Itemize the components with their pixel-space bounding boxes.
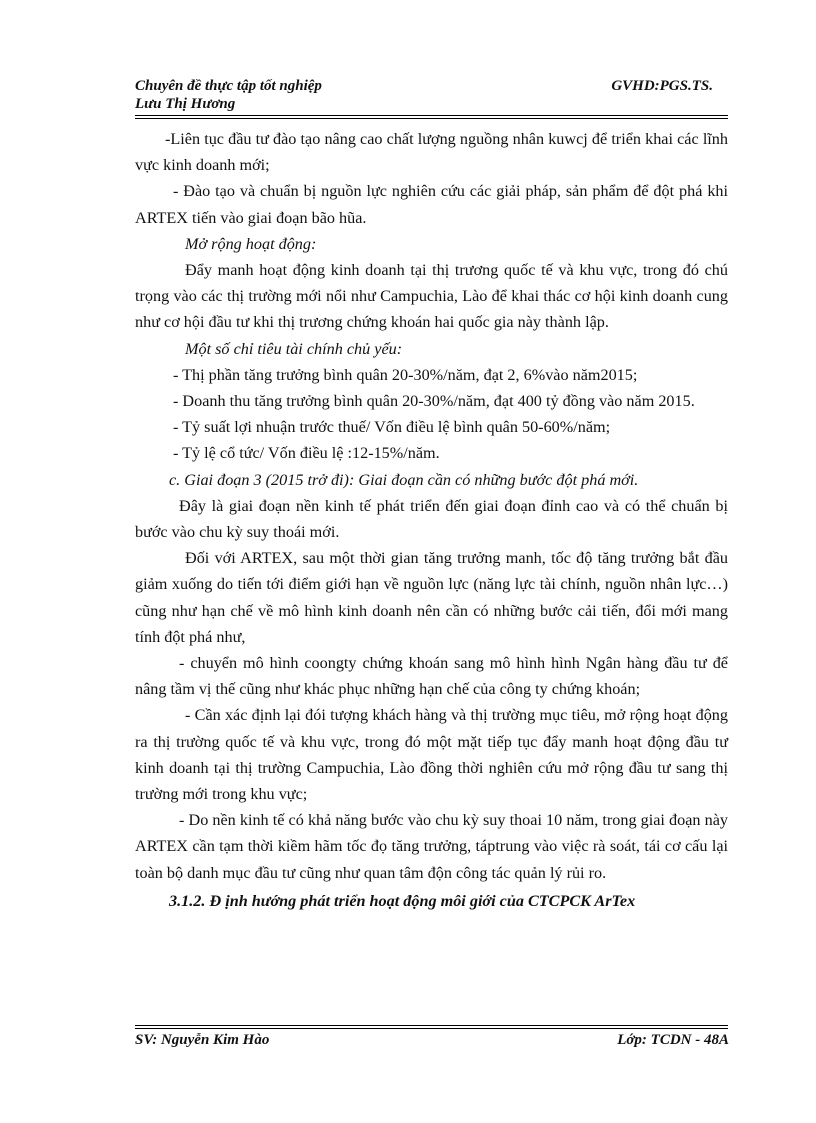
footer-class: Lớp: TCDN - 48A: [617, 1032, 729, 1048]
list-item: - Doanh thu tăng trưởng bình quân 20-30%/năm, đạt 400 tỷ đồng vào năm 2015.: [173, 392, 695, 411]
paragraph: Đối với ARTEX, sau một thời gian tăng trưởng manh, tốc độ tăng trưởng bắt đầu giảm xuống do tiến tới điểm giới hạn về nguồn lực (năng lực tài chính, nguồn nhân lực…) cũng như hạn chế về mô hình kinh doanh nên cần có những bước cải tiến, đổi mới mang tính đột phá như,: [135, 549, 728, 646]
header-title: Chuyên đề thực tập tốt nghiệp: [135, 78, 322, 94]
header-author: Lưu Thị Hương: [135, 96, 236, 112]
phase-heading: c. Giai đoạn 3 (2015 trở đi): Giai đoạn cần có những bước đột phá mới.: [169, 470, 639, 489]
section-subheading: Mở rộng hoạt động:: [185, 234, 317, 253]
paragraph: Đây là giai đoạn nền kinh tế phát triển đến giai đoạn đỉnh cao và có thể chuẩn bị bước vào chu kỳ suy thoái mới.: [135, 496, 728, 542]
paragraph: - Đào tạo và chuẩn bị nguồn lực nghiên cứu các giải pháp, sản phẩm để đột phá khi ARTEX tiến vào giai đoạn bão hũa.: [135, 182, 728, 227]
header-advisor: GVHD:PGS.TS.: [611, 78, 713, 94]
list-item: - Tỷ lệ cổ tức/ Vốn điều lệ :12-15%/năm.: [173, 444, 440, 463]
list-item: - Do nền kinh tế có khả năng bước vào chu kỳ suy thoai 10 năm, trong giai đoạn này ARTEX cần tạm thời kiềm hãm tốc đọ tăng trưởng, táptrung vào việc rà soát, tái cơ cấu lại toàn bộ danh mục đầu tư cũng như quan tâm độn công tác quản lý rủi ro.: [135, 811, 728, 882]
document-body: [135, 126, 728, 914]
footer-rule: [135, 1025, 728, 1026]
list-item: - Thị phần tăng trưởng bình quân 20-30%/năm, đạt 2, 6%vào năm2015;: [173, 365, 638, 384]
section-heading: 3.1.2. Đ ịnh hướng phát triển hoạt động môi giới của CTCPCK ArTex: [169, 891, 636, 910]
paragraph: Đẩy manh hoạt động kinh doanh tại thị trương quốc tế và khu vực, trong đó chú trọng vào các thị trường mới nổi như Campuchia, Lào để khai thác cơ hội kinh doanh cung như cơ hội đầu tư khi thị trương chứng khoán hai quốc gia này thành lập.: [135, 261, 728, 332]
footer-rule-thin: [135, 1028, 728, 1029]
footer-student: SV: Nguyễn Kim Hào: [135, 1032, 270, 1048]
header-rule-thin: [135, 118, 728, 119]
list-item: - chuyển mô hình coongty chứng khoán sang mô hình hình Ngân hàng đầu tư để nâng tầm vị thế cũng như khác phục những hạn chế của công ty chứng khoán;: [135, 654, 728, 699]
list-item: - Tỷ suất lợi nhuận trước thuế/ Vốn điều lệ bình quân 50-60%/năm;: [173, 418, 611, 437]
list-item: - Cần xác định lại đói tượng khách hàng và thị trường mục tiêu, mở rộng hoạt động ra thị trường quốc tế và khu vực, trong đó một mặt tiếp tục đẩy manh hoạt động đầu tư kinh doanh tại thị trường Campuchia, Lào đồng thời nghiên cứu mở rộng đầu tư sang thị trường mới trong khu vực;: [135, 706, 728, 804]
header-rule: [135, 115, 728, 116]
section-subheading: Một số chỉ tiêu tài chính chủ yếu:: [185, 339, 403, 358]
paragraph: -Liên tục đầu tư đào tạo nâng cao chất lượng nguồng nhân kuwcj để triển khai các lĩnh vực kinh doanh mới;: [135, 130, 728, 175]
